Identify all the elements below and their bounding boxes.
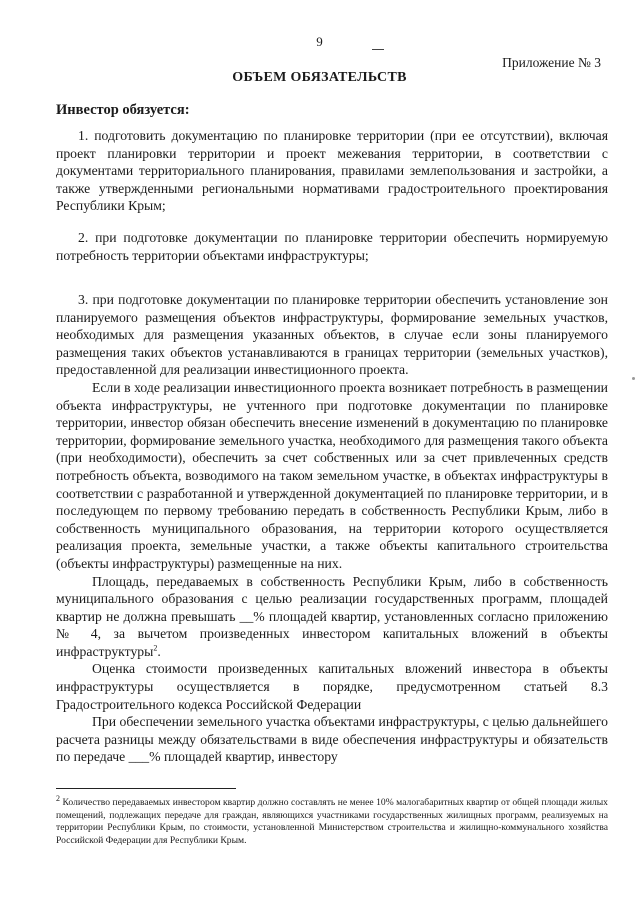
paragraph-land-provision: При обеспечении земельного участка объектами инфраструктуры, с целью дальнейшего расчета разницы между обязательствами в виде обеспечения инфраструктуры и обязательств по передаче ___% площадей квартир, инвестору [56, 714, 608, 765]
obligation-item-3: 3. при подготовке документации по планировке территории обеспечить установление зон планируемого размещения объектов инфраструктуры, формирование земельных участков, необходимых для размещения указанных объектов, в случае если зоны планируемого размещения таких объектов устанавливаются в границах территории (земельных участков), предоставленной для реализации инвестиционного проекта. [56, 292, 608, 378]
paragraph-infrastructure-need: Если в ходе реализации инвестиционного проекта возникает потребность в размещении объекта инфраструктуры, не учтенного при подготовке документации по планировке территории, инвестор обязан обеспечить внесение изменений в документацию по планировке территории, формирование земельного участка, необходимого для размещения такого объекта (при необходимости), обеспечить за счет собственных или за счет привлеченных средств потребность объекта, возводимого на таком земельном участке, в объектах инфраструктуры в соответствии с разработанной и утвержденной документацией по планировке территории, и в последующем по первому требованию передать в собственность Республики Крым, либо в собственность муниципального образования, на территории которого осуществляется реализация проекта, земельные участки, а также объекты капитального строительства (объекты инфраструктуры) размещенные на них. [56, 379, 608, 571]
appendix-label: Приложение № 3 [502, 55, 601, 70]
footnote-marker: 2 [56, 793, 60, 803]
footnote-text: Количество передаваемых инвестором квартир должно составлять не менее 10% малогабаритных квартир от общей площади жилых помещений, подлежащих передаче для граждан, являющихся участниками государственных жилищных программ, реализуемых на территории Республики Крым, по стоимости, установленной Министерством строительства и жилищно-коммунального хозяйства Российской Федерации для Республики Крым. [56, 797, 608, 846]
paragraph-area-transfer-text: Площадь, передаваемых в собственность Республики Крым, либо в собственность муниципального образования с целью реализации государственных программ, площадей квартир не должна превышать __% площадей квартир, установленных согласно приложению № 4, за вычетом произведенных инвестором капитальных вложений в объекты инфраструктуры [56, 573, 608, 659]
obligations-body [56, 291, 608, 766]
footnote-separator [56, 788, 236, 789]
obligation-item-1: 1. подготовить документацию по планировке территории (при ее отсутствии), включая проект планировки территории и проект межевания территории, в соответствии с документами территориального планирования, правилами землепользования и застройки, а также утвержденными региональными нормативами градостроительного проектирования Республики Крым; [56, 128, 608, 214]
paragraph-cost-assessment: Оценка стоимости произведенных капитальных вложений инвестора в объекты инфраструктуры осуществляется в порядке, предусмотренном статьей 8.3 Градостроительного кодекса Российской Федерации [56, 661, 608, 712]
obligation-item-2: 2. при подготовке документации по планировке территории обеспечить нормируемую потребность территории объектами инфраструктуры; [56, 230, 608, 263]
investor-heading: Инвестор обязуется: [56, 102, 190, 118]
footnote-ref: 2 [153, 643, 158, 653]
scan-dot [632, 377, 635, 380]
paragraph-area-transfer: Площадь, передаваемых в собственность Республики Крым, либо в собственность муниципального образования с целью реализации государственных программ, площадей квартир не должна превышать __% площадей квартир, установленных согласно приложению № 4, за вычетом произведенных инвестором капитальных вложений в объекты инфраструктуры$^2$. [56, 573, 608, 659]
dash-mark [372, 49, 384, 50]
document-title: ОБЪЕМ ОБЯЗАТЕЛЬСТВ [232, 70, 407, 85]
footnote [56, 793, 608, 847]
page-number: 9 [316, 34, 323, 49]
